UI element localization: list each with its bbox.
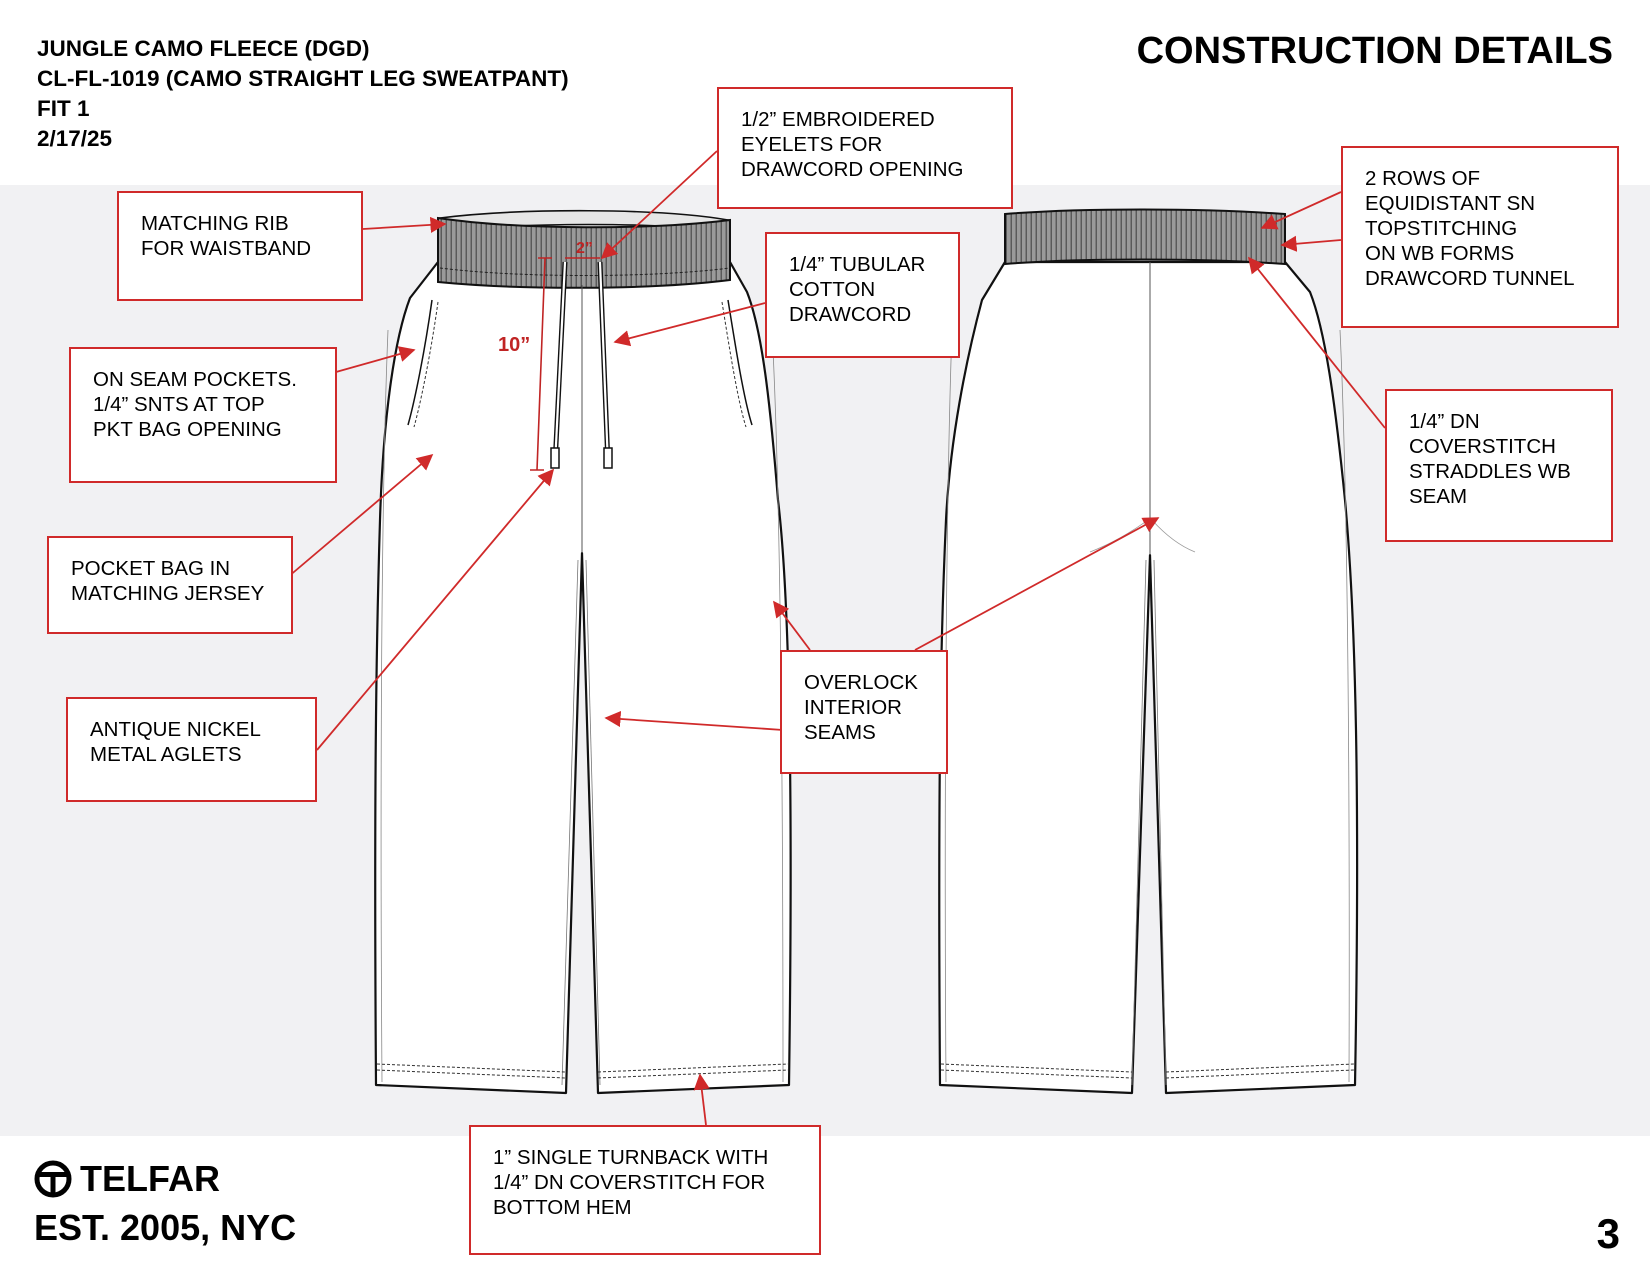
back-pant-flat bbox=[939, 210, 1357, 1094]
callout-text: DRAWCORD OPENING bbox=[741, 158, 964, 181]
callout-text: MATCHING JERSEY bbox=[71, 582, 265, 605]
callout-text: ON SEAM POCKETS. bbox=[93, 368, 297, 391]
front-pant-outline bbox=[375, 262, 790, 1093]
callout-text: STRADDLES WB bbox=[1409, 460, 1571, 483]
callout-text: PKT BAG OPENING bbox=[93, 418, 282, 441]
callout-text: ON WB FORMS bbox=[1365, 242, 1515, 265]
callout-text: 1/2” EMBROIDERED bbox=[741, 108, 935, 131]
page-title: CONSTRUCTION DETAILS bbox=[1136, 30, 1613, 72]
callout-hem bbox=[469, 1125, 821, 1255]
callout-topstitching bbox=[1341, 146, 1619, 328]
callout-text: EQUIDISTANT SN bbox=[1365, 192, 1536, 215]
drawcord-drop-label: 10” bbox=[498, 334, 531, 356]
callout-text: COVERSTITCH bbox=[1409, 435, 1556, 458]
front-pant-flat bbox=[375, 211, 790, 1093]
back-waistband-rib bbox=[1005, 210, 1285, 265]
spec-header-fabric: JUNGLE CAMO FLEECE (DGD) bbox=[37, 36, 370, 61]
spec-header-style: CL-FL-1019 (CAMO STRAIGHT LEG SWEATPANT) bbox=[37, 66, 569, 91]
callout-text: INTERIOR bbox=[804, 696, 902, 719]
telfar-t-logo-icon bbox=[34, 1160, 72, 1198]
callout-text: FOR WAISTBAND bbox=[141, 237, 312, 260]
callout-text: MATCHING RIB bbox=[141, 212, 289, 235]
callout-text: ANTIQUE NICKEL bbox=[90, 718, 261, 741]
callout-text: DRAWCORD TUNNEL bbox=[1365, 267, 1575, 290]
callout-text: SEAMS bbox=[804, 721, 876, 744]
callout-text: TOPSTITCHING bbox=[1365, 217, 1518, 240]
callout-seam-pockets bbox=[69, 347, 337, 483]
brand-block bbox=[34, 1157, 296, 1249]
callout-text: 1” SINGLE TURNBACK WITH bbox=[493, 1146, 769, 1169]
page-number: 3 bbox=[1596, 1210, 1620, 1257]
aglet-left bbox=[551, 448, 559, 468]
callout-text: 1/4” TUBULAR bbox=[789, 253, 926, 276]
callout-text: COTTON bbox=[789, 278, 876, 301]
callout-text: EYELETS FOR bbox=[741, 133, 883, 156]
callout-text: 1/4” DN COVERSTITCH FOR bbox=[493, 1171, 766, 1194]
callout-text: DRAWCORD bbox=[789, 303, 912, 326]
brand-tagline: EST. 2005, NYC bbox=[34, 1207, 297, 1248]
back-pant-outline bbox=[939, 262, 1357, 1093]
aglet-right bbox=[604, 448, 612, 468]
brand-name: TELFAR bbox=[80, 1158, 220, 1199]
callout-overlock bbox=[780, 650, 948, 774]
callout-coverstitch bbox=[1385, 389, 1613, 542]
callout-text: 1/4” SNTS AT TOP bbox=[93, 393, 265, 416]
callout-drawcord bbox=[765, 232, 960, 358]
callout-aglets bbox=[66, 697, 317, 802]
spec-header-date: 2/17/25 bbox=[37, 126, 113, 151]
callout-eyelets bbox=[717, 87, 1013, 209]
callout-text: POCKET BAG IN bbox=[71, 557, 231, 580]
callout-text: SEAM bbox=[1409, 485, 1468, 508]
callout-text: 2 ROWS OF bbox=[1365, 167, 1481, 190]
callout-waistband-rib bbox=[117, 191, 363, 301]
callout-text: OVERLOCK bbox=[804, 671, 918, 694]
callout-text: METAL AGLETS bbox=[90, 743, 242, 766]
eyelet-spacing-label: 2” bbox=[576, 240, 593, 257]
callout-pocket-bag bbox=[47, 536, 293, 634]
callout-text: BOTTOM HEM bbox=[493, 1196, 632, 1219]
callout-text: 1/4” DN bbox=[1409, 410, 1480, 433]
spec-header-fit: FIT 1 bbox=[37, 96, 90, 121]
